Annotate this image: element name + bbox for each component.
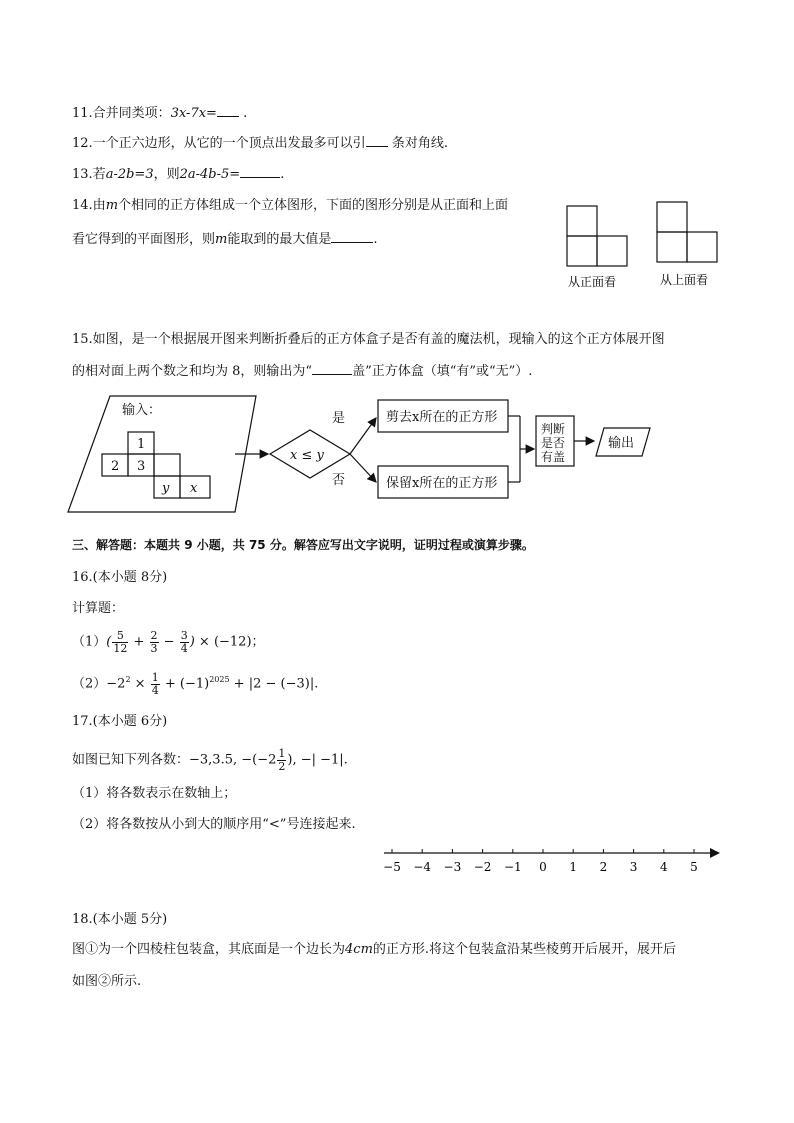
net-cell-3: 3 xyxy=(137,459,146,474)
number-line-tick-label: 3 xyxy=(629,860,638,874)
question-17-title: 17.(本小题 6分) xyxy=(72,714,168,729)
question-18-line1: 图①为一个四棱柱包装盒，其底面是一个边长为4cm的正方形.将这个包装盒沿某些棱剪开后展开，展开后 xyxy=(72,942,677,957)
net-cell-2: 2 xyxy=(111,459,120,474)
question-16-title: 16.(本小题 8分) xyxy=(72,570,168,585)
number-line xyxy=(380,840,720,880)
question-16-part1: （1）( $\frac{5}{12}$ + $\frac{2}{3}$ − $\frac{3}{4}$ ) × (−12)； xyxy=(72,629,265,655)
top-view-caption: 从上面看 xyxy=(660,273,709,287)
number-line-tick-label: 5 xyxy=(690,860,698,874)
number-line-tick-label: −2 xyxy=(473,860,492,874)
svg-text:输入：: 输入： xyxy=(122,403,162,418)
question-15-line1: 15.如图，是一个根据展开图来判断折叠后的正方体盒子是否有盖的魔法机，现输入的这个正方体展开图 xyxy=(72,332,665,347)
front-view-figure xyxy=(560,200,640,295)
answer-blank xyxy=(217,104,239,117)
flowchart-diagram xyxy=(60,390,700,520)
question-14-line1: 14.由m个相同的正方体组成一个立体图形，下面的图形分别是从正面和上面 xyxy=(72,198,509,213)
answer-blank xyxy=(312,362,352,375)
yes-box-text: 剪去x所在的正方形 xyxy=(386,410,498,425)
number-line-tick-label: 2 xyxy=(599,860,608,874)
question-13: 13.若a-2b=3，则2a-4b-5= . xyxy=(72,167,285,182)
question-16-intro: 计算题： xyxy=(72,601,125,616)
question-15-line2: 的相对面上两个数之和均为 8，则输出为“ 盖”正方体盒（填“有”或“无”）. xyxy=(72,364,533,379)
number-line-tick-label: −1 xyxy=(503,860,522,874)
q11-expr: 3x-7x= xyxy=(170,106,217,121)
yes-label: 是 xyxy=(332,411,346,426)
no-label: 否 xyxy=(332,473,346,488)
judge-line-2: 是否 xyxy=(541,436,566,450)
question-17-intro: 如图已知下列各数：−3,3.5, −(−2 $\frac{1}{2}$ ), −| −1|. xyxy=(72,747,348,773)
no-box-text: 保留x所在的正方形 xyxy=(386,476,498,491)
number-line-tick-label: −3 xyxy=(443,860,462,874)
judge-line-3: 有盖 xyxy=(541,450,566,464)
answer-blank xyxy=(240,165,280,178)
net-cell-y: y xyxy=(162,481,170,496)
top-view-figure xyxy=(650,196,730,291)
judge-line-1: 判断 xyxy=(541,422,566,436)
q11-label: 11.合并同类项： xyxy=(72,106,171,121)
question-17-part2: （2）将各数按从小到大的顺序用“<”号连接起来. xyxy=(72,817,356,832)
number-line-tick-label: 0 xyxy=(539,860,547,874)
question-12: 12.一个正六边形，从它的一个顶点出发最多可以引 条对角线. xyxy=(72,136,448,151)
number-line-tick-label: −4 xyxy=(413,860,432,874)
number-line-arrow-icon xyxy=(710,848,720,858)
number-line-tick-label: −5 xyxy=(383,860,401,874)
question-11: 11.合并同类项：3x-7x= . xyxy=(72,106,248,121)
question-16-part2: $(2)-2^2$ × $\frac{1}{4}$ + $(-1)^{2025} + |2 - (-3)|$. xyxy=(72,671,319,697)
front-view-caption: 从正面看 xyxy=(568,275,617,289)
net-cell-x: x xyxy=(190,481,198,496)
number-line-tick-label: 1 xyxy=(569,860,578,874)
section-3-header: 三、解答题：本题共 9 小题，共 75 分。解答应写出文字说明，证明过程或演算步骤。 xyxy=(72,538,534,552)
question-18-line2: 如图②所示. xyxy=(72,974,142,989)
question-14-line2: 看它得到的平面图形，则m能取到的最大值是 . xyxy=(72,232,378,247)
number-line-tick-label: 4 xyxy=(659,860,668,874)
question-18-title: 18.(本小题 5分) xyxy=(72,912,168,927)
net-cell-1: 1 xyxy=(137,437,146,452)
question-17-part1: （1）将各数表示在数轴上； xyxy=(72,786,237,801)
condition-text: x ≤ y xyxy=(290,448,324,463)
output-text: 输出 xyxy=(608,436,635,451)
answer-blank xyxy=(331,230,373,243)
answer-blank xyxy=(366,134,388,147)
